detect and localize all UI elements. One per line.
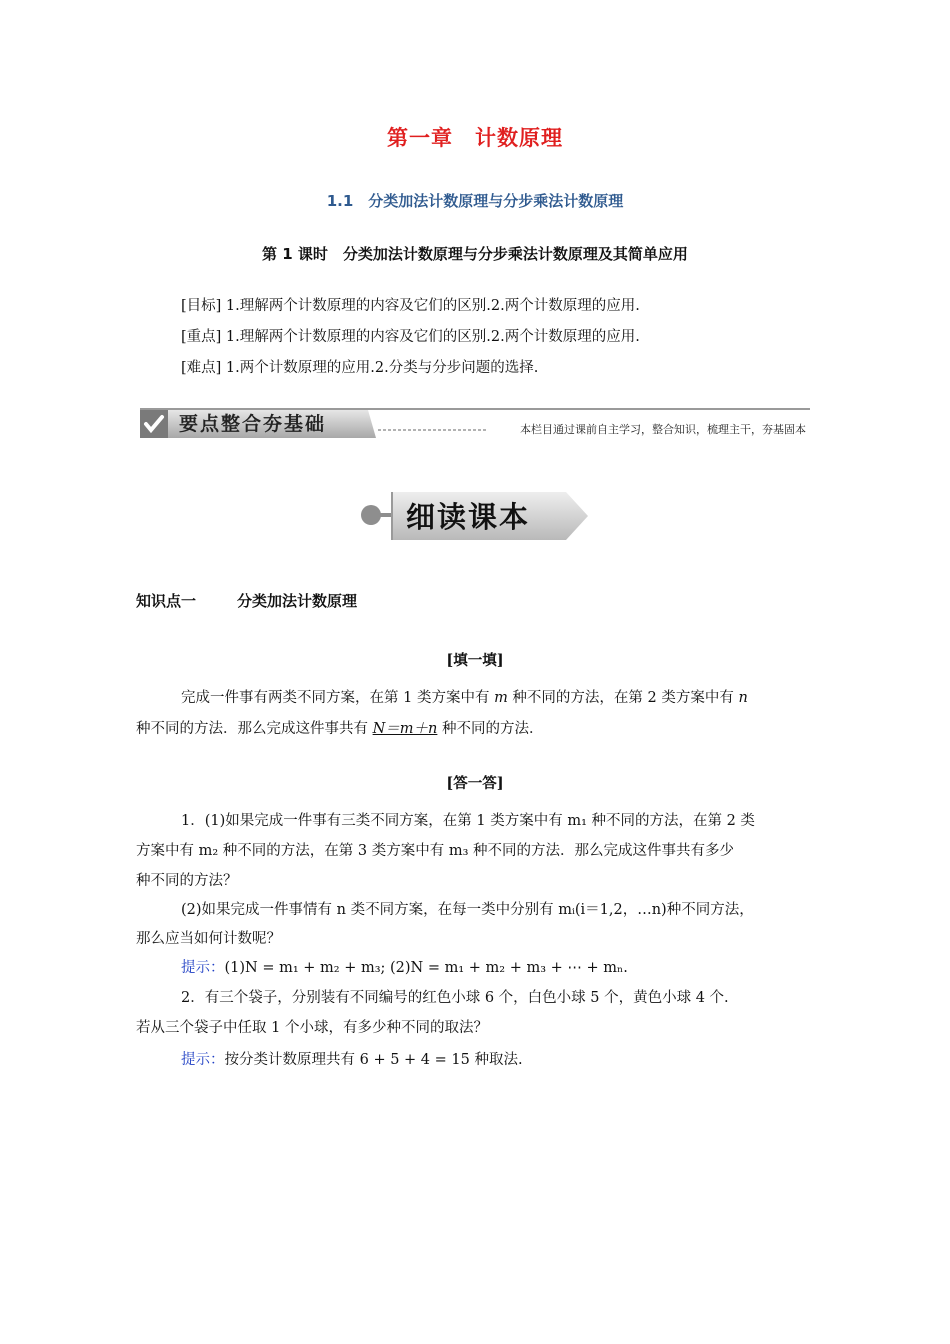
- question-1-line-2: 方案中有 m₂ 种不同的方法，在第 3 类方案中有 m₃ 种不同的方法．那么完成这件事共有多少: [136, 843, 735, 859]
- fill-heading: [填一填]: [446, 652, 504, 669]
- lesson-title: 第 1 课时 分类加法计数原理与分步乘法计数原理及其简单应用: [262, 245, 688, 263]
- fill-line-2: 种不同的方法．那么完成这件事共有 N＝m＋n 种不同的方法．: [136, 721, 544, 737]
- question-1b-line-2: 那么应当如何计数呢？: [136, 931, 281, 947]
- qa-heading: [答一答]: [446, 775, 504, 792]
- question-1b-line-1: (2)如果完成一件事情有 n 类不同方案，在每一类中分别有 mᵢ(i＝1,2，…n)种不同方法，: [181, 902, 754, 918]
- question-1-line-1: 1．(1)如果完成一件事有三类不同方案，在第 1 类方案中有 m₁ 种不同的方法，在第 2 类: [181, 813, 755, 829]
- section-title: 1.1 分类加法计数原理与分步乘法计数原理: [326, 192, 624, 210]
- fill-line-1: 完成一件事有两类不同方案，在第 1 类方案中有 m 种不同的方法，在第 2 类方案中有 n: [181, 690, 748, 706]
- goal-target: [目标] 1.理解两个计数原理的内容及它们的区别.2.两个计数原理的应用.: [181, 298, 640, 314]
- section-banner: [140, 408, 810, 442]
- hint-1: 提示：(1)N = m₁ + m₂ + m₃; (2)N = m₁ + m₂ + m₃ + ⋯ + mₙ.: [181, 960, 628, 976]
- checkmark-icon: [140, 410, 168, 438]
- question-1-line-3: 种不同的方法？: [136, 873, 238, 889]
- read-textbook-banner: [360, 490, 590, 542]
- question-2-line-2: 若从三个袋子中任取 1 个小球，有多少种不同的取法？: [136, 1020, 488, 1036]
- fill-answer: N＝m＋n: [372, 721, 438, 737]
- read-banner-label: 细读课本: [406, 500, 531, 534]
- goal-key-point: [重点] 1.理解两个计数原理的内容及它们的区别.2.两个计数原理的应用.: [181, 329, 640, 345]
- hint-label: 提示：: [181, 960, 225, 976]
- knowledge-point-index: 知识点一: [136, 592, 197, 610]
- goal-difficulty: [难点] 1.两个计数原理的应用.2.分类与分步问题的选择.: [181, 360, 539, 376]
- banner-label: 要点整合夯基础: [179, 413, 327, 435]
- chapter-title: 第一章 计数原理: [387, 126, 563, 150]
- question-2-line-1: 2．有三个袋子，分别装有不同编号的红色小球 6 个，白色小球 5 个，黄色小球 4 个.: [181, 990, 729, 1006]
- hint-label: 提示：: [181, 1052, 225, 1068]
- knowledge-point-name: 分类加法计数原理: [237, 592, 358, 610]
- banner-note: 本栏目通过课前自主学习，整合知识，梳理主干，夯基固本: [520, 423, 806, 436]
- hint-2: 提示：按分类计数原理共有 6 + 5 + 4 = 15 种取法.: [181, 1052, 523, 1068]
